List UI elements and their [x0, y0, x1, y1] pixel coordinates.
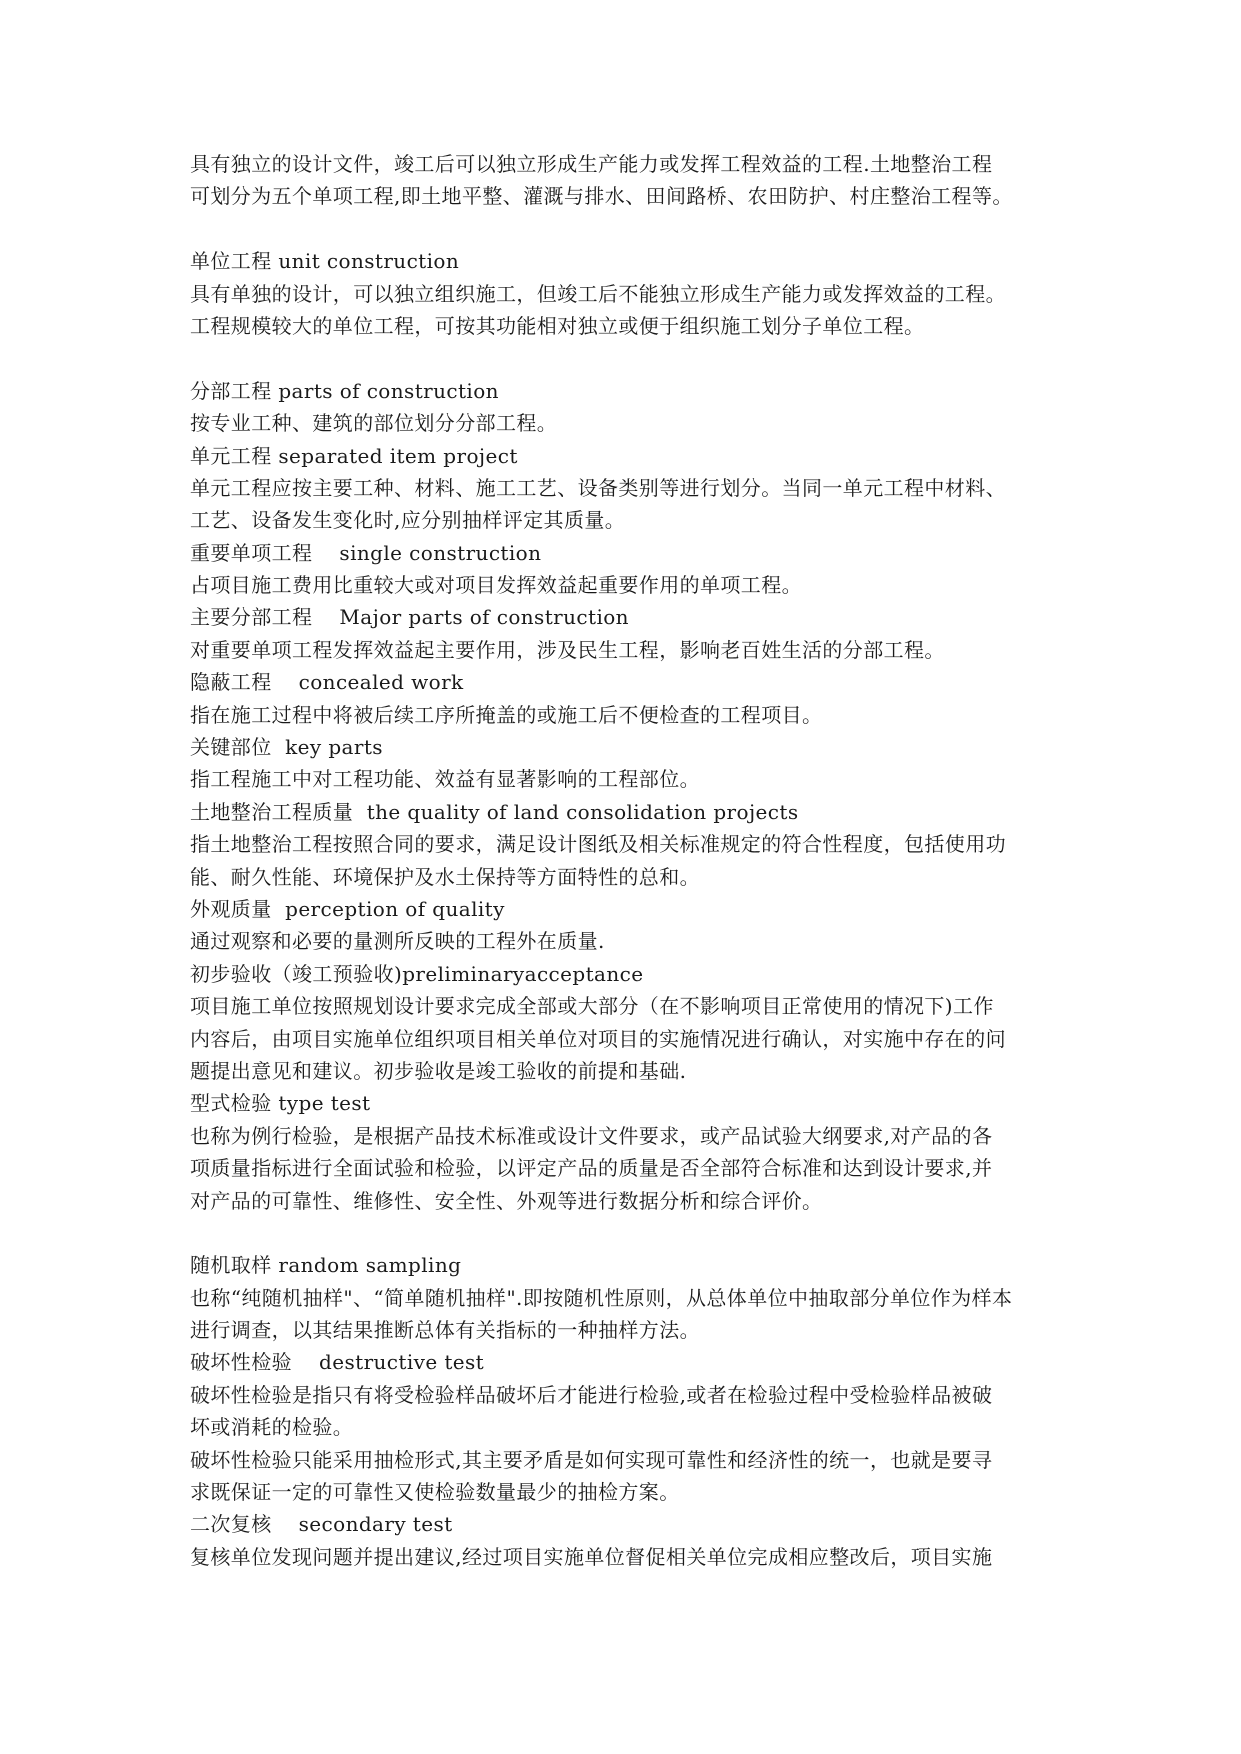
term-heading: 土地整治工程质量 the quality of land consolidation projects — [190, 799, 799, 824]
term-heading: 型式检验 type test — [190, 1091, 371, 1116]
definition-line: 项目施工单位按照规划设计要求完成全部或大部分（在不影响项目正常使用的情况下)工作 — [190, 994, 994, 1019]
definition-line: 指在施工过程中将被后续工序所掩盖的或施工后不便检查的工程项目。 — [190, 702, 823, 727]
definition-line: 工程规模较大的单位工程，可按其功能相对独立或便于组织施工划分子单位工程。 — [190, 313, 925, 338]
term-heading: 隐蔽工程 concealed work — [190, 670, 464, 695]
term-heading: 随机取样 random sampling — [190, 1253, 462, 1278]
term-heading: 二次复核 secondary test — [190, 1512, 453, 1537]
definition-line: 指土地整治工程按照合同的要求，满足设计图纸及相关标准规定的符合性程度，包括使用功 — [190, 832, 1006, 857]
blank-line — [190, 1217, 1060, 1249]
definition-line: 通过观察和必要的量测所反映的工程外在质量. — [190, 929, 605, 954]
definition-line: 指工程施工中对工程功能、效益有显著影响的工程部位。 — [190, 767, 700, 792]
definition-line: 也称“纯随机抽样"、“简单随机抽样".即按随机性原则，从总体单位中抽取部分单位作为样本 — [190, 1285, 1013, 1310]
definition-line: 破坏性检验只能采用抽检形式,其主要矛盾是如何实现可靠性和经济性的统一，也就是要寻 — [190, 1447, 993, 1472]
definition-line: 按专业工种、建筑的部位划分分部工程。 — [190, 411, 558, 436]
definition-line: 坏或消耗的检验。 — [190, 1415, 354, 1440]
definition-line: 项质量指标进行全面试验和检验，以评定产品的质量是否全部符合标准和达到设计要求,并 — [190, 1156, 993, 1181]
definition-line: 具有单独的设计，可以独立组织施工，但竣工后不能独立形成生产能力或发挥效益的工程。 — [190, 281, 1006, 306]
definition-line: 题提出意见和建议。初步验收是竣工验收的前提和基础. — [190, 1058, 687, 1083]
definition-line: 对产品的可靠性、维修性、安全性、外观等进行数据分析和综合评价。 — [190, 1188, 823, 1213]
definition-line: 复核单位发现问题并提出建议,经过项目实施单位督促相关单位完成相应整改后，项目实施 — [190, 1544, 993, 1569]
term-heading: 主要分部工程 Major parts of construction — [190, 605, 629, 630]
definition-line: 内容后，由项目实施单位组织项目相关单位对项目的实施情况进行确认，对实施中存在的问 — [190, 1026, 1006, 1051]
definition-line: 对重要单项工程发挥效益起主要作用，涉及民生工程，影响老百姓生活的分部工程。 — [190, 637, 945, 662]
term-heading: 初步验收（竣工预验收)preliminaryacceptance — [190, 961, 644, 986]
definition-line: 也称为例行检验，是根据产品技术标准或设计文件要求，或产品试验大纲要求,对产品的各 — [190, 1123, 993, 1148]
definition-line: 单元工程应按主要工种、材料、施工工艺、设备类别等进行划分。当同一单元工程中材料、 — [190, 475, 1006, 500]
definition-line: 破坏性检验是指只有将受检验样品破坏后才能进行检验,或者在检验过程中受检验样品被破 — [190, 1382, 993, 1407]
term-heading: 分部工程 parts of construction — [190, 378, 499, 403]
definition-line: 占项目施工费用比重较大或对项目发挥效益起重要作用的单项工程。 — [190, 573, 802, 598]
term-heading: 重要单项工程 single construction — [190, 540, 542, 565]
definition-line: 进行调查，以其结果推断总体有关指标的一种抽样方法。 — [190, 1318, 700, 1343]
term-heading: 关键部位 key parts — [190, 735, 383, 760]
definition-line: 能、耐久性能、环境保护及水土保持等方面特性的总和。 — [190, 864, 700, 889]
text-line: 可划分为五个单项工程,即土地平整、灌溉与排水、田间路桥、农田防护、村庄整治工程等。 — [190, 184, 1013, 209]
term-heading: 破坏性检验 destructive test — [190, 1350, 485, 1375]
term-heading: 外观质量 perception of quality — [190, 896, 505, 921]
blank-line — [190, 213, 1060, 245]
text-line: 具有独立的设计文件，竣工后可以独立形成生产能力或发挥工程效益的工程.土地整治工程 — [190, 152, 993, 176]
definition-line: 工艺、设备发生变化时,应分别抽样评定其质量。 — [190, 508, 626, 533]
term-heading: 单位工程 unit construction — [190, 249, 460, 274]
blank-line — [190, 342, 1060, 374]
definition-line: 求既保证一定的可靠性又使检验数量最少的抽检方案。 — [190, 1480, 680, 1505]
document-body — [190, 148, 1060, 1573]
term-heading: 单元工程 separated item project — [190, 443, 518, 468]
